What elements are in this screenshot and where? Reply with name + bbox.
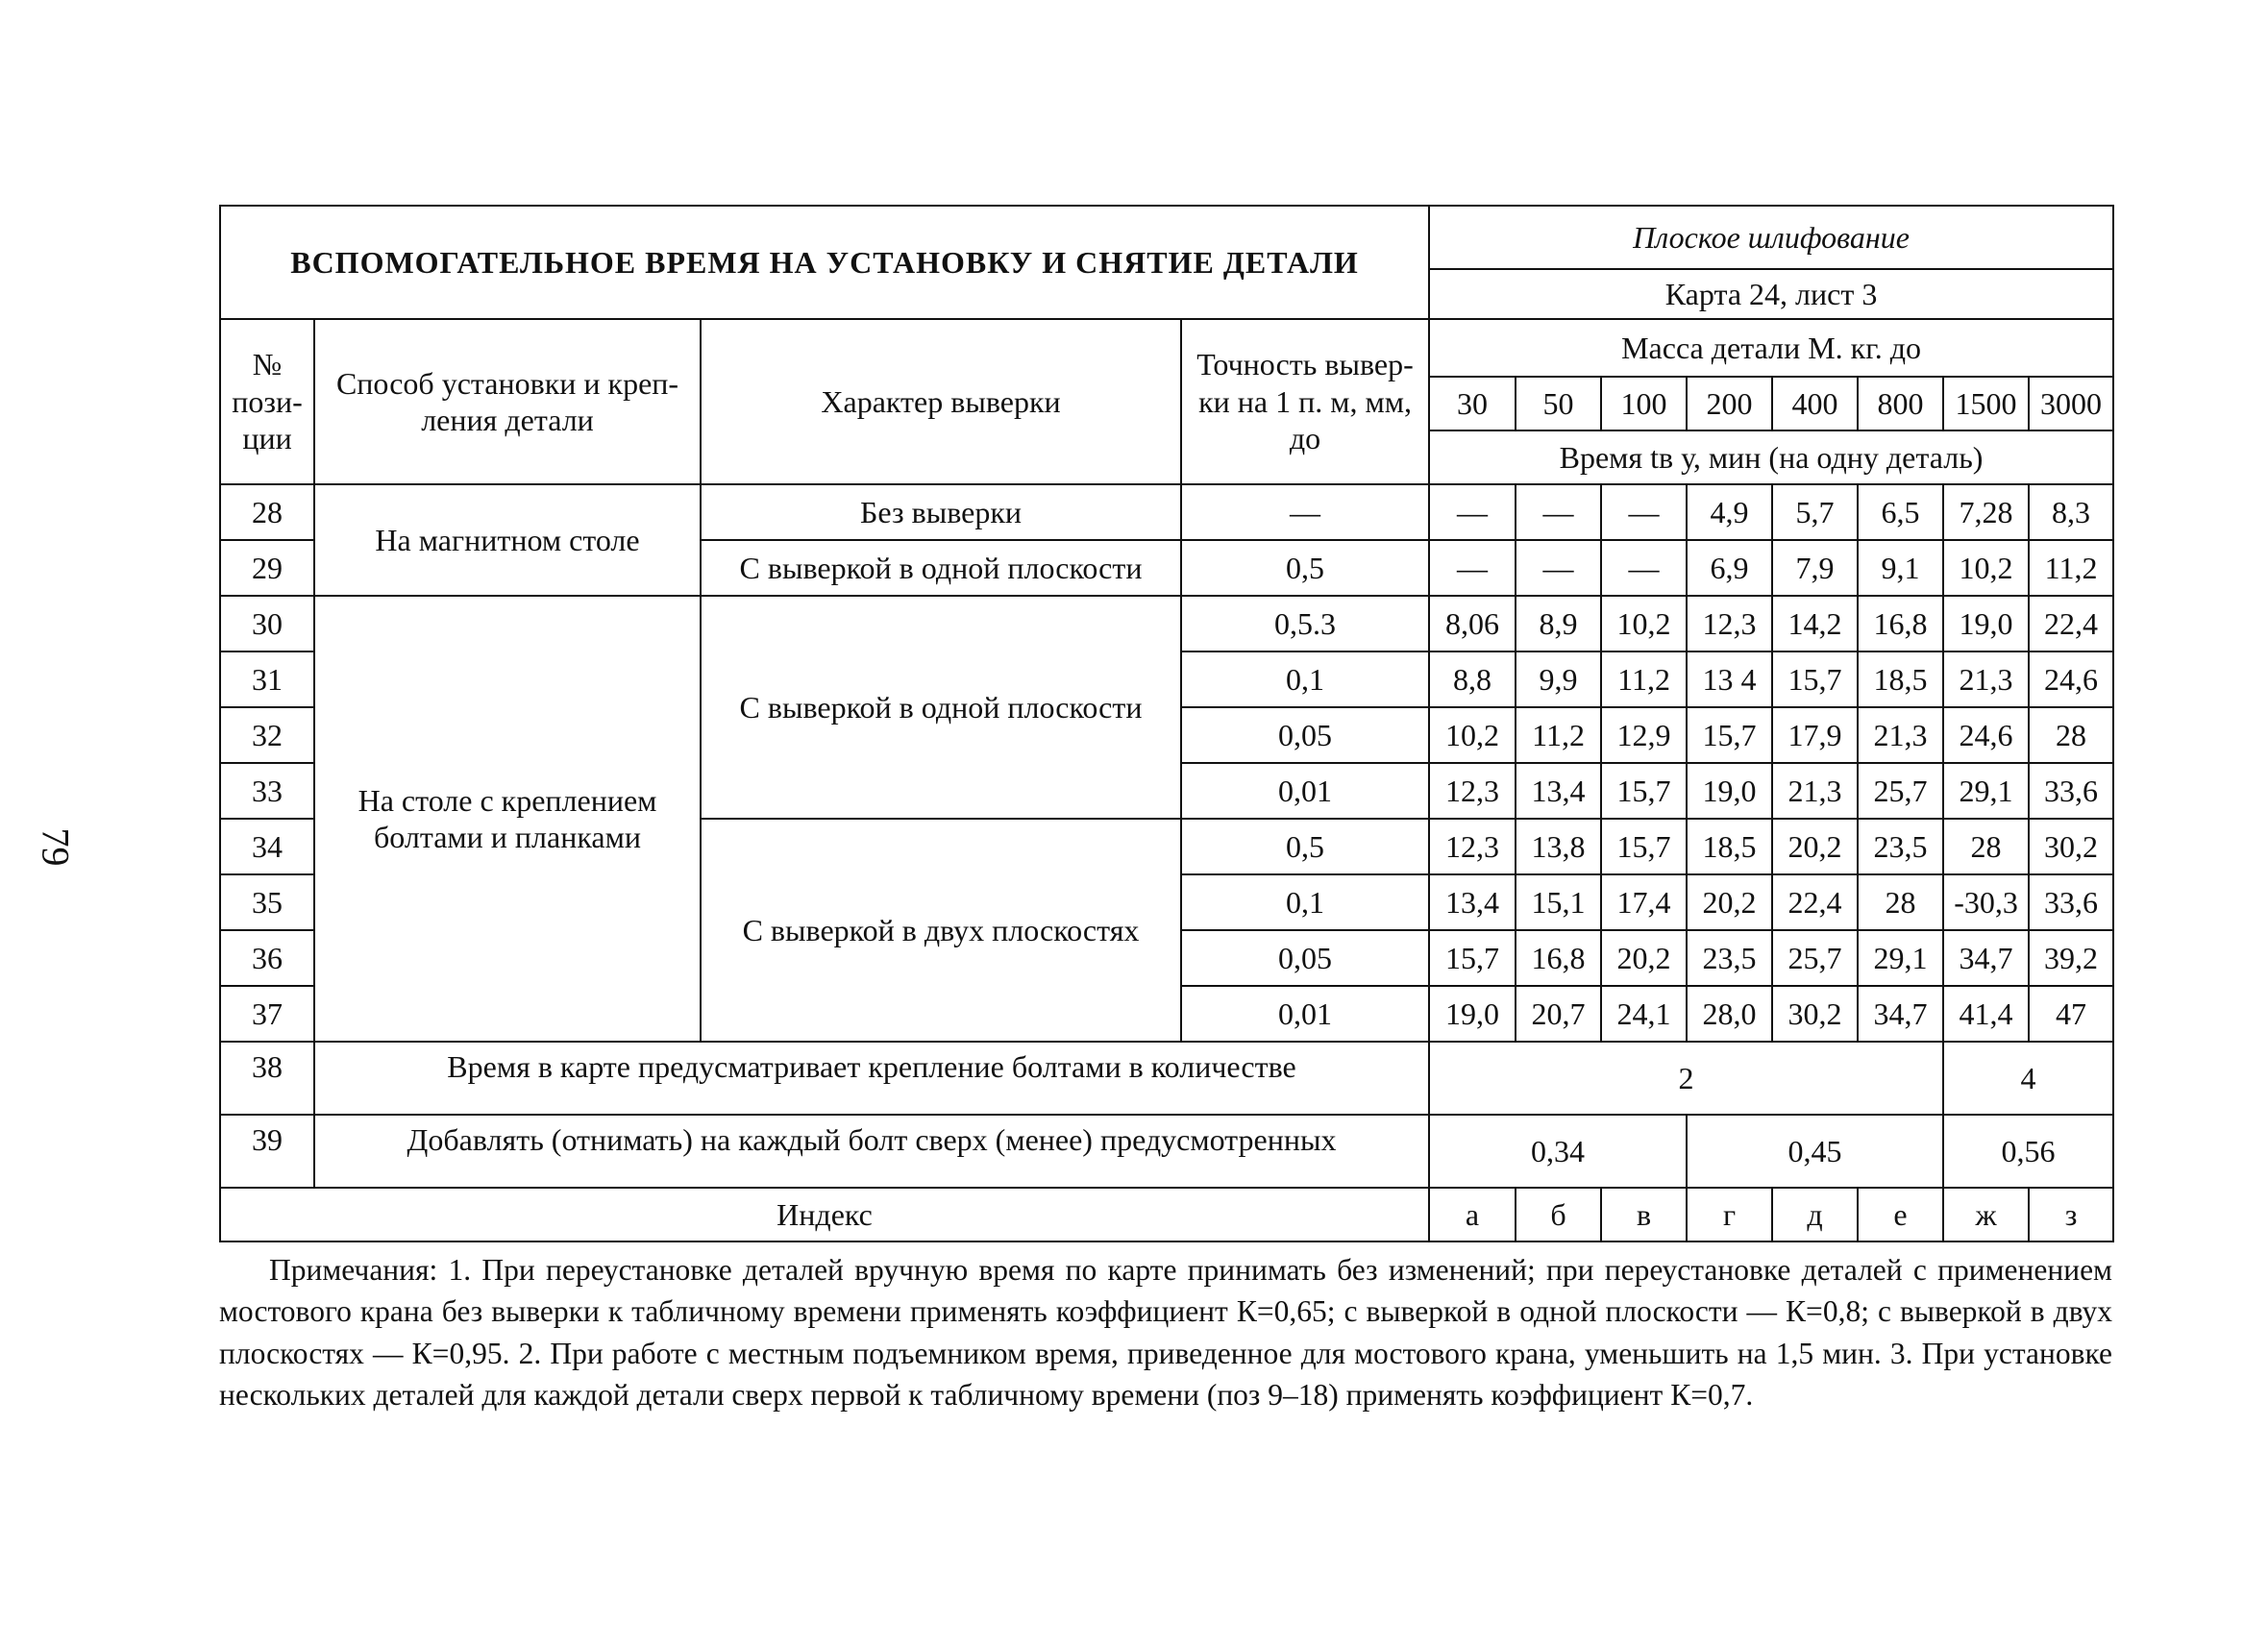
operation-name: Плоское шлифование: [1429, 206, 2113, 269]
time-cell: 8,9: [1516, 596, 1601, 651]
method-cell: На столе с креплением болтами и планками: [314, 596, 701, 1042]
time-cell: 13,8: [1516, 819, 1601, 874]
time-cell: 29,1: [1858, 930, 1943, 986]
note-row-text: Время в карте предусматривает крепление болтами в количестве: [314, 1042, 1429, 1115]
time-cell: —: [1601, 484, 1687, 540]
time-cell: 10,2: [1601, 596, 1687, 651]
index-letter: е: [1858, 1188, 1943, 1241]
time-cell: 20,2: [1601, 930, 1687, 986]
time-cell: 13,4: [1516, 763, 1601, 819]
table-row: [220, 1042, 2113, 1115]
position-cell: 35: [220, 874, 314, 930]
mass-value: 1500: [1943, 377, 2029, 430]
accuracy-cell: 0,5.3: [1181, 596, 1429, 651]
time-cell: 12,3: [1429, 819, 1516, 874]
time-cell: 7,9: [1772, 540, 1858, 596]
time-cell: 23,5: [1858, 819, 1943, 874]
time-cell: 28: [2029, 707, 2113, 763]
time-norms-table: [219, 205, 2114, 1242]
time-cell: 23,5: [1687, 930, 1772, 986]
time-cell: —: [1516, 484, 1601, 540]
card-number: Карта 24, лист 3: [1429, 269, 2113, 319]
time-cell: —: [1429, 540, 1516, 596]
accuracy-cell: 0,5: [1181, 540, 1429, 596]
time-cell: 15,7: [1429, 930, 1516, 986]
time-cell: 15,7: [1687, 707, 1772, 763]
accuracy-cell: 0,5: [1181, 819, 1429, 874]
index-letter: г: [1687, 1188, 1772, 1241]
time-cell: 12,3: [1429, 763, 1516, 819]
position-cell: 28: [220, 484, 314, 540]
position-cell: 38: [220, 1042, 314, 1115]
mass-value: 100: [1601, 377, 1687, 430]
time-cell: 16,8: [1516, 930, 1601, 986]
time-cell: 19,0: [1429, 986, 1516, 1042]
time-cell: 11,2: [1601, 651, 1687, 707]
page-number: 79: [34, 827, 78, 867]
alignment-cell: С выверкой в одной плоскости: [701, 596, 1181, 819]
time-cell: 28,0: [1687, 986, 1772, 1042]
bolt-count-cell: 4: [1943, 1042, 2113, 1115]
alignment-cell: С выверкой в двух плоскостях: [701, 819, 1181, 1042]
time-cell: 19,0: [1687, 763, 1772, 819]
time-cell: 8,06: [1429, 596, 1516, 651]
time-cell: 28: [1858, 874, 1943, 930]
time-cell: 6,9: [1687, 540, 1772, 596]
time-cell: 9,1: [1858, 540, 1943, 596]
time-cell: 8,8: [1429, 651, 1516, 707]
position-cell: 36: [220, 930, 314, 986]
time-cell: 15,7: [1601, 763, 1687, 819]
mass-header: Масса детали М. кг. до: [1429, 319, 2113, 377]
time-cell: 12,9: [1601, 707, 1687, 763]
time-cell: 18,5: [1687, 819, 1772, 874]
position-cell: 30: [220, 596, 314, 651]
accuracy-cell: 0,1: [1181, 874, 1429, 930]
time-cell: 29,1: [1943, 763, 2029, 819]
time-cell: 13,4: [1429, 874, 1516, 930]
time-cell: 8,3: [2029, 484, 2113, 540]
time-cell: 30,2: [1772, 986, 1858, 1042]
accuracy-cell: 0,1: [1181, 651, 1429, 707]
time-cell: 22,4: [2029, 596, 2113, 651]
time-cell: —: [1516, 540, 1601, 596]
time-cell: 19,0: [1943, 596, 2029, 651]
time-cell: 17,9: [1772, 707, 1858, 763]
time-cell: 34,7: [1858, 986, 1943, 1042]
time-cell: 24,6: [2029, 651, 2113, 707]
per-bolt-cell: 0,34: [1429, 1115, 1687, 1188]
time-cell: 11,2: [2029, 540, 2113, 596]
index-letter: ж: [1943, 1188, 2029, 1241]
index-letter: д: [1772, 1188, 1858, 1241]
alignment-header: Характер выверки: [701, 319, 1181, 484]
per-bolt-cell: 0,45: [1687, 1115, 1943, 1188]
accuracy-cell: 0,01: [1181, 986, 1429, 1042]
time-cell: 34,7: [1943, 930, 2029, 986]
time-cell: 15,7: [1772, 651, 1858, 707]
position-header: № пози-ции: [220, 319, 314, 484]
time-cell: 21,3: [1858, 707, 1943, 763]
time-cell: 18,5: [1858, 651, 1943, 707]
mass-value: 800: [1858, 377, 1943, 430]
time-cell: 10,2: [1429, 707, 1516, 763]
time-cell: 24,6: [1943, 707, 2029, 763]
time-cell: 21,3: [1943, 651, 2029, 707]
method-header: Способ установки и креп-ления детали: [314, 319, 701, 484]
time-cell: 22,4: [1772, 874, 1858, 930]
mass-value: 400: [1772, 377, 1858, 430]
position-cell: 33: [220, 763, 314, 819]
time-cell: 15,7: [1601, 819, 1687, 874]
time-cell: 20,2: [1772, 819, 1858, 874]
column-header-row: [220, 319, 2113, 377]
table-title: ВСПОМОГАТЕЛЬНОЕ ВРЕМЯ НА УСТАНОВКУ И СНЯТИЕ ДЕТАЛИ: [220, 206, 1429, 319]
mass-value: 30: [1429, 377, 1516, 430]
note-row-text: Добавлять (отнимать) на каждый болт сверх (менее) предусмотренных: [314, 1115, 1429, 1188]
table-row: [220, 1115, 2113, 1188]
time-cell: 4,9: [1687, 484, 1772, 540]
time-cell: 25,7: [1772, 930, 1858, 986]
time-cell: 13 4: [1687, 651, 1772, 707]
time-cell: 41,4: [1943, 986, 2029, 1042]
time-header: Время tв у, мин (на одну деталь): [1429, 430, 2113, 484]
index-row: [220, 1188, 2113, 1241]
position-cell: 37: [220, 986, 314, 1042]
time-cell: 10,2: [1943, 540, 2029, 596]
position-cell: 34: [220, 819, 314, 874]
notes-text: Примечания: 1. При переустановке деталей вручную время по карте принимать без изменений; при переустановке деталей с применением мостового крана без выверки к табличному времени применять коэффициент К=0,65; с выверкой в одной плоскости — К=0,8; с выверкой в двух плоскостях — К=0,95. 2. При работе с местным подъемником время, приведенное для мостового крана, уменьшить на 1,5 мин. 3. При установке нескольких деталей для каждой детали сверх первой к табличному времени (поз 9–18) применять коэффициент К=0,7.: [219, 1253, 2112, 1413]
position-cell: 39: [220, 1115, 314, 1188]
time-cell: 47: [2029, 986, 2113, 1042]
alignment-cell: Без выверки: [701, 484, 1181, 540]
mass-value: 200: [1687, 377, 1772, 430]
notes: [219, 1249, 2112, 1416]
time-cell: 5,7: [1772, 484, 1858, 540]
mass-value: 50: [1516, 377, 1601, 430]
time-cell: 12,3: [1687, 596, 1772, 651]
accuracy-cell: 0,05: [1181, 930, 1429, 986]
accuracy-cell: 0,01: [1181, 763, 1429, 819]
time-cell: 24,1: [1601, 986, 1687, 1042]
alignment-cell: С выверкой в одной плоскости: [701, 540, 1181, 596]
header-row: [220, 206, 2113, 269]
time-cell: 14,2: [1772, 596, 1858, 651]
time-cell: -30,3: [1943, 874, 2029, 930]
time-cell: 16,8: [1858, 596, 1943, 651]
index-letter: б: [1516, 1188, 1601, 1241]
time-cell: 39,2: [2029, 930, 2113, 986]
position-cell: 31: [220, 651, 314, 707]
table-row: [220, 596, 2113, 651]
time-cell: —: [1601, 540, 1687, 596]
per-bolt-cell: 0,56: [1943, 1115, 2113, 1188]
time-cell: 7,28: [1943, 484, 2029, 540]
time-cell: 33,6: [2029, 763, 2113, 819]
time-cell: 20,2: [1687, 874, 1772, 930]
time-cell: 9,9: [1516, 651, 1601, 707]
index-label: Индекс: [220, 1188, 1429, 1241]
time-cell: 21,3: [1772, 763, 1858, 819]
bolt-count-cell: 2: [1429, 1042, 1943, 1115]
accuracy-cell: 0,05: [1181, 707, 1429, 763]
time-cell: 33,6: [2029, 874, 2113, 930]
mass-value: 3000: [2029, 377, 2113, 430]
time-cell: 28: [1943, 819, 2029, 874]
position-cell: 32: [220, 707, 314, 763]
time-cell: —: [1429, 484, 1516, 540]
index-letter: в: [1601, 1188, 1687, 1241]
method-cell: На магнитном столе: [314, 484, 701, 596]
index-letter: а: [1429, 1188, 1516, 1241]
time-cell: 11,2: [1516, 707, 1601, 763]
accuracy-cell: —: [1181, 484, 1429, 540]
time-cell: 17,4: [1601, 874, 1687, 930]
accuracy-header: Точность вывер-ки на 1 п. м, мм, до: [1181, 319, 1429, 484]
time-cell: 6,5: [1858, 484, 1943, 540]
time-cell: 20,7: [1516, 986, 1601, 1042]
index-letter: з: [2029, 1188, 2113, 1241]
time-cell: 30,2: [2029, 819, 2113, 874]
position-cell: 29: [220, 540, 314, 596]
table-row: [220, 484, 2113, 540]
time-cell: 15,1: [1516, 874, 1601, 930]
time-cell: 25,7: [1858, 763, 1943, 819]
